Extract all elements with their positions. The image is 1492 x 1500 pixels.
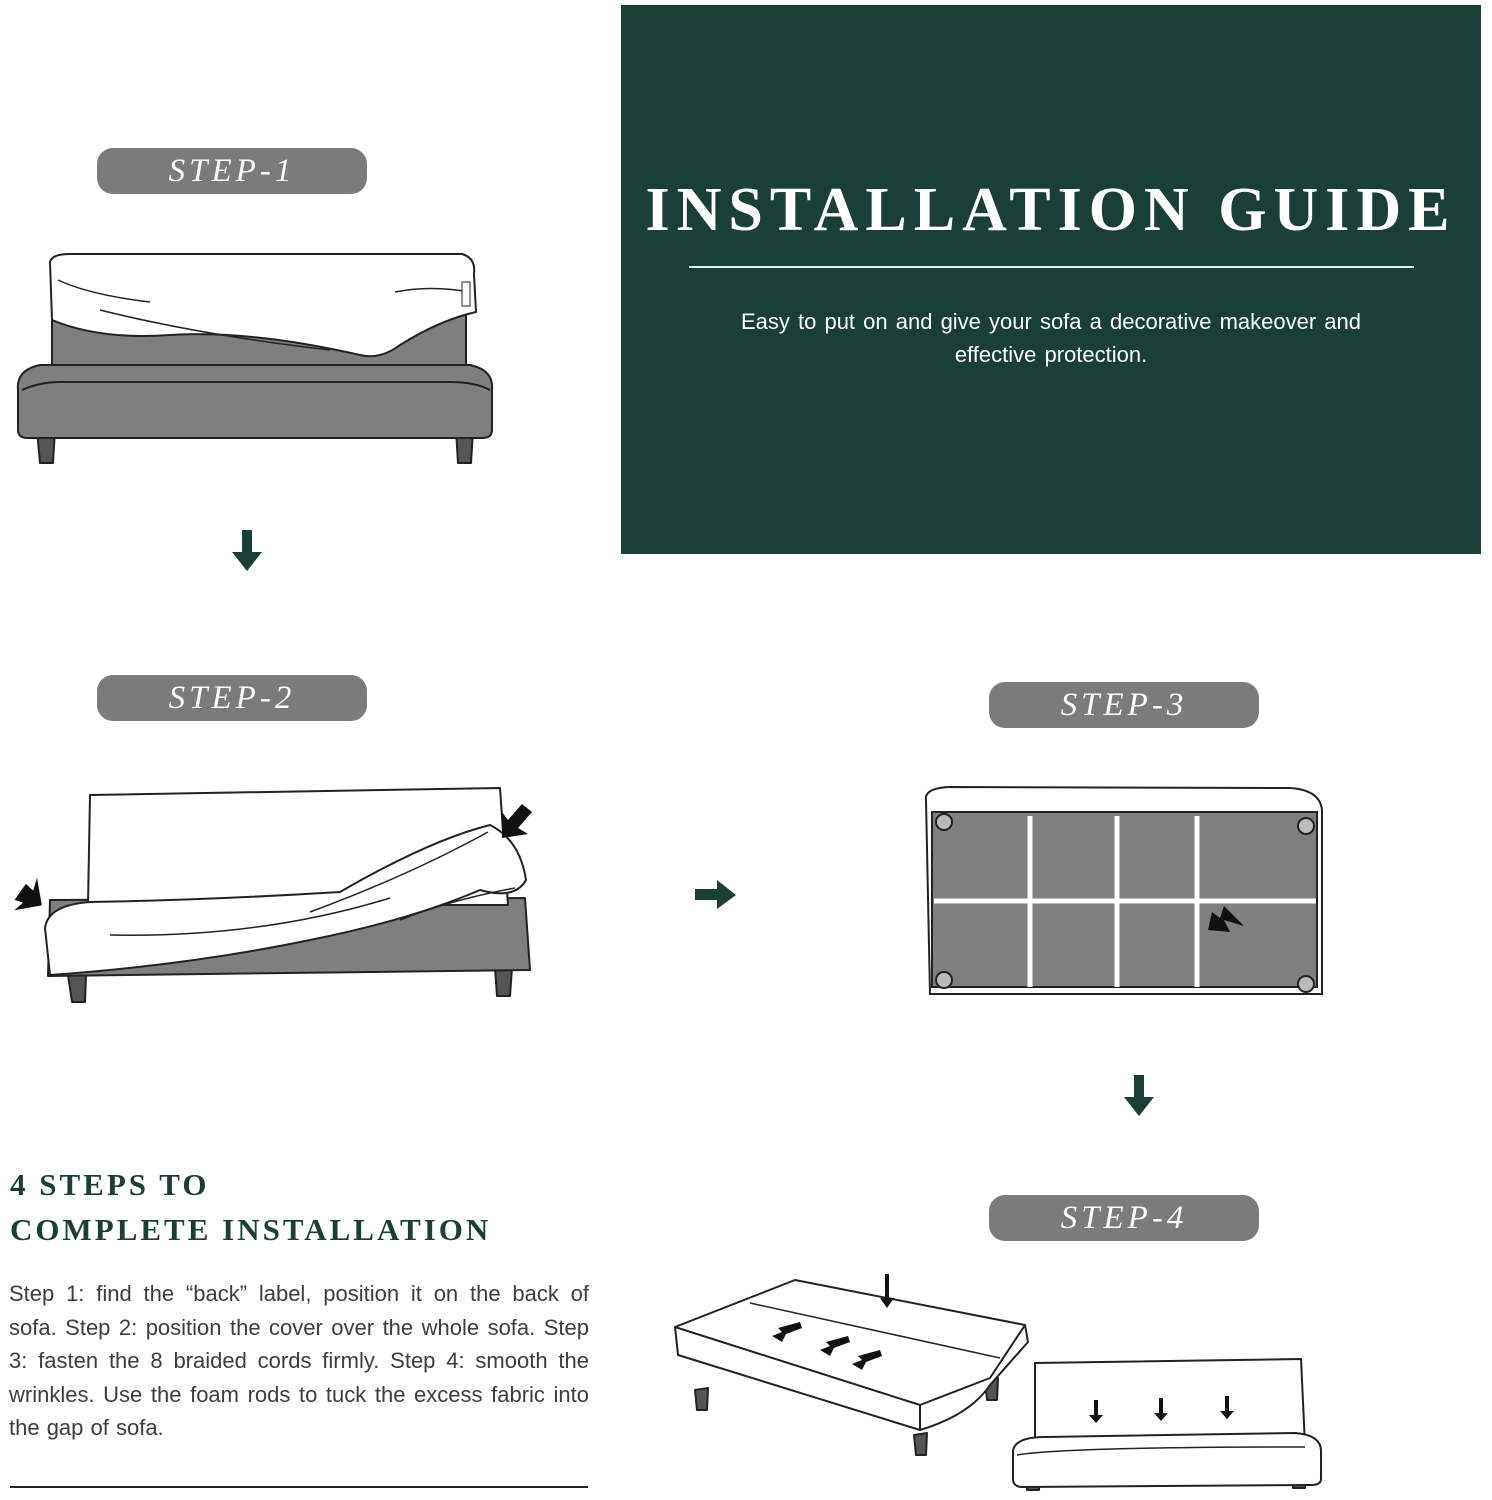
guide-title: INSTALLATION GUIDE bbox=[645, 176, 1457, 244]
arrow-right-icon bbox=[695, 880, 737, 910]
steps-heading-line-2: COMPLETE INSTALLATION bbox=[10, 1212, 492, 1247]
bottom-divider bbox=[10, 1486, 588, 1488]
step-3-badge: STEP-3 bbox=[989, 682, 1259, 728]
arrow-down-icon bbox=[1122, 1075, 1156, 1117]
step-2-sofa-illustration bbox=[10, 780, 540, 1010]
step-3-sofa-underside-illustration bbox=[920, 780, 1330, 1005]
step-4-badge: STEP-4 bbox=[989, 1195, 1259, 1241]
steps-heading-line-1: 4 STEPS TO bbox=[10, 1167, 210, 1202]
step-4-upright-sofa-illustration bbox=[1005, 1355, 1330, 1500]
step-4-flat-sofa-illustration bbox=[670, 1270, 1040, 1470]
guide-subtitle: Easy to put on and give your sofa a decorative makeover and effective protection. bbox=[740, 309, 1362, 367]
guide-divider bbox=[689, 266, 1414, 268]
installation-guide-panel bbox=[621, 5, 1481, 554]
step-1-badge: STEP-1 bbox=[97, 148, 367, 194]
arrow-down-icon bbox=[230, 530, 264, 572]
steps-summary-description: Step 1: find the “back” label, position it on the back of sofa. Step 2: position the cover over the whole sofa. Step 3: fasten the 8 braided cords firmly. Step 4: smooth the wrinkles. Use the foam rods to tuck the excess fabric into the gap of sofa. bbox=[9, 1281, 589, 1440]
steps-summary-heading bbox=[10, 1162, 570, 1252]
step-2-badge: STEP-2 bbox=[97, 675, 367, 721]
step-1-sofa-illustration bbox=[0, 240, 510, 480]
